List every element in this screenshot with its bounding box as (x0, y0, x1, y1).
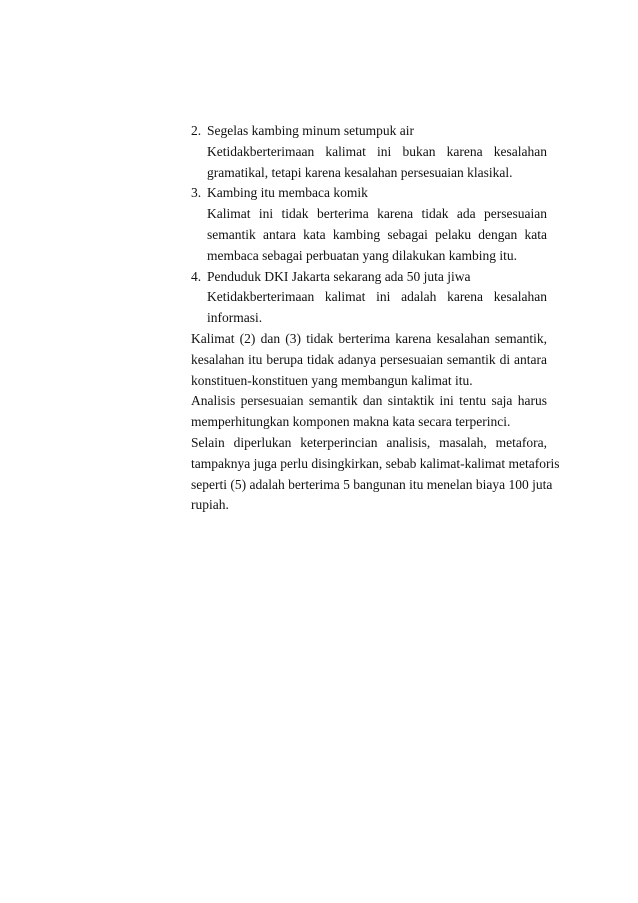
example-sentence-text: Kambing itu membaca komik (207, 185, 368, 201)
example-item (191, 121, 547, 183)
explanation-line: Ketidakberterimaan kalimat ini bukan karena kesalahan (207, 143, 547, 159)
example-number: 3. (191, 185, 202, 201)
example-number: 2. (191, 123, 202, 138)
document-content (191, 121, 560, 516)
explanation-line: Kalimat ini tidak berterima karena tidak ada persesuaian (207, 206, 547, 222)
example-number: 4. (191, 268, 202, 284)
example-explanation (207, 142, 547, 184)
example-item (191, 267, 547, 329)
paragraph-line: konstituen-konstituen yang membangun kalimat itu. (191, 372, 473, 388)
paragraph-line: rupiah. (191, 497, 229, 513)
explanation-line: gramatikal, tetapi karena kesalahan persesuaian klasikal. (207, 164, 513, 180)
example-sentence (191, 121, 547, 142)
paragraph-line: kesalahan itu berupa tidak adanya persesuaian semantik di antara (191, 351, 547, 367)
example-sentence (191, 267, 547, 288)
explanation-line: membaca sebagai perbuatan yang dilakukan kambing itu. (207, 247, 518, 263)
example-sentence-text: Segelas kambing minum setumpuk air (207, 123, 414, 138)
paragraph-line: Selain diperlukan keterperincian analisis, masalah, metafora, (191, 434, 547, 450)
example-item (191, 183, 547, 266)
paragraph-line: memperhitungkan komponen makna kata secara terperinci. (191, 414, 511, 430)
paragraph-line: Kalimat (2) dan (3) tidak berterima karena kesalahan semantik, (191, 330, 547, 346)
body-paragraph (191, 391, 547, 433)
paragraph-line: Analisis persesuaian semantik dan sintaktik ini tentu saja harus (191, 393, 547, 409)
body-paragraph (191, 433, 560, 516)
paragraph-line: tampaknya juga perlu disingkirkan, sebab kalimat-kalimat metaforis (191, 455, 560, 471)
example-sentence-text: Penduduk DKI Jakarta sekarang ada 50 juta jiwa (207, 268, 471, 284)
explanation-line: informasi. (207, 310, 263, 326)
paragraph-line: seperti (5) adalah berterima 5 bangunan itu menelan biaya 100 juta (191, 476, 553, 492)
example-sentence (191, 183, 547, 204)
explanation-line: Ketidakberterimaan kalimat ini adalah karena kesalahan (207, 289, 547, 305)
example-explanation (207, 204, 547, 266)
example-explanation (207, 287, 547, 329)
body-paragraph (191, 329, 547, 391)
explanation-line: semantik antara kata kambing sebagai pelaku dengan kata (207, 226, 547, 242)
